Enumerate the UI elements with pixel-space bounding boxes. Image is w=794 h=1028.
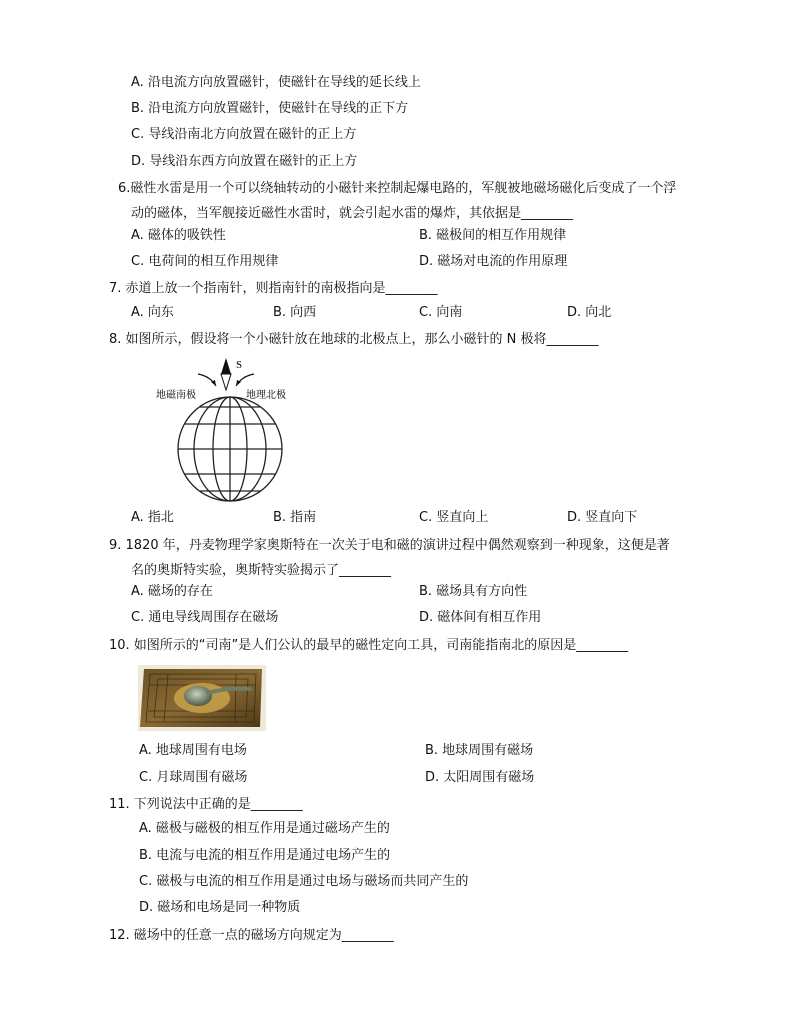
left-field-arrow — [198, 374, 216, 386]
q7-stem: 7. 赤道上放一个指南针，则指南针的南极指向是________ — [109, 281, 438, 296]
q6-option-c: C. 电荷间的相互作用规律 — [131, 254, 279, 269]
q5-option-c: C. 导线沿南北方向放置在磁针的正上方 — [131, 127, 357, 142]
q8-option-c: C. 竖直向上 — [419, 510, 489, 525]
q6-option-a: A. 磁体的吸铁性 — [131, 228, 226, 243]
q7-option-b: B. 向西 — [273, 305, 317, 320]
q6-option-d: D. 磁场对电流的作用原理 — [419, 254, 568, 269]
q6-stem-line1: 6.磁性水雷是用一个可以绕轴转动的小磁针来控制起爆电路的，军舰被地磁场磁化后变成了一个浮 — [118, 181, 677, 196]
needle-s-label: S — [236, 359, 243, 371]
q12-stem: 12. 磁场中的任意一点的磁场方向规定为________ — [109, 928, 394, 943]
q5-option-d: D. 导线沿东西方向放置在磁针的正上方 — [131, 154, 358, 169]
q11-stem: 11. 下列说法中正确的是________ — [109, 797, 303, 812]
sinan-image — [138, 665, 266, 731]
q11-option-a: A. 磁极与磁极的相互作用是通过磁场产生的 — [139, 821, 390, 836]
q11-option-c: C. 磁极与电流的相互作用是通过电场与磁场而共同产生的 — [139, 874, 469, 889]
q8-option-a: A. 指北 — [131, 510, 174, 525]
earth-globe-figure — [150, 352, 310, 512]
q9-stem-line1: 9. 1820 年，丹麦物理学家奥斯特在一次关于电和磁的演讲过程中偶然观察到一种现象，这便是著 — [109, 538, 670, 553]
q9-option-c: C. 通电导线周围存在磁场 — [131, 610, 279, 625]
q8-option-d: D. 竖直向下 — [567, 510, 638, 525]
q7-option-c: C. 向南 — [419, 305, 463, 320]
q6-option-b: B. 磁极间的相互作用规律 — [419, 228, 567, 243]
earth-globe-diagram — [150, 352, 310, 512]
q5-option-a: A. 沿电流方向放置磁针，使磁针在导线的延长线上 — [131, 75, 421, 90]
q6-stem-line2: 动的磁体，当军舰接近磁性水雷时，就会引起水雷的爆炸，其依据是________ — [131, 206, 574, 221]
globe — [178, 397, 282, 501]
q10-option-b: B. 地球周围有磁场 — [425, 743, 534, 758]
q7-option-a: A. 向东 — [131, 305, 174, 320]
q10-option-c: C. 月球周围有磁场 — [139, 770, 248, 785]
q8-stem: 8. 如图所示，假设将一个小磁针放在地球的北极点上，那么小磁针的 N 极将________ — [109, 332, 599, 347]
right-field-arrow — [236, 374, 254, 386]
q9-option-a: A. 磁场的存在 — [131, 584, 213, 599]
geographic-north-label: 地理北极 — [246, 390, 286, 401]
q10-stem: 10. 如图所示的“司南”是人们公认的最早的磁性定向工具，司南能指南北的原因是________ — [109, 638, 629, 653]
q11-option-d: D. 磁场和电场是同一种物质 — [139, 900, 301, 915]
q11-option-b: B. 电流与电流的相互作用是通过电场产生的 — [139, 848, 391, 863]
q9-option-b: B. 磁场具有方向性 — [419, 584, 528, 599]
geomagnetic-south-label: 地磁南极 — [156, 390, 196, 401]
q10-option-a: A. 地球周围有电场 — [139, 743, 247, 758]
q7-option-d: D. 向北 — [567, 305, 612, 320]
needle-n-tip — [221, 374, 231, 390]
q10-option-d: D. 太阳周围有磁场 — [425, 770, 535, 785]
q9-option-d: D. 磁体间有相互作用 — [419, 610, 542, 625]
sinan-compass-photo — [138, 665, 266, 731]
q9-stem-line2: 名的奥斯特实验，奥斯特实验揭示了________ — [131, 563, 392, 578]
needle-s-tip — [221, 358, 231, 374]
q8-option-b: B. 指南 — [273, 510, 317, 525]
q5-option-b: B. 沿电流方向放置磁针，使磁针在导线的正下方 — [131, 101, 409, 116]
